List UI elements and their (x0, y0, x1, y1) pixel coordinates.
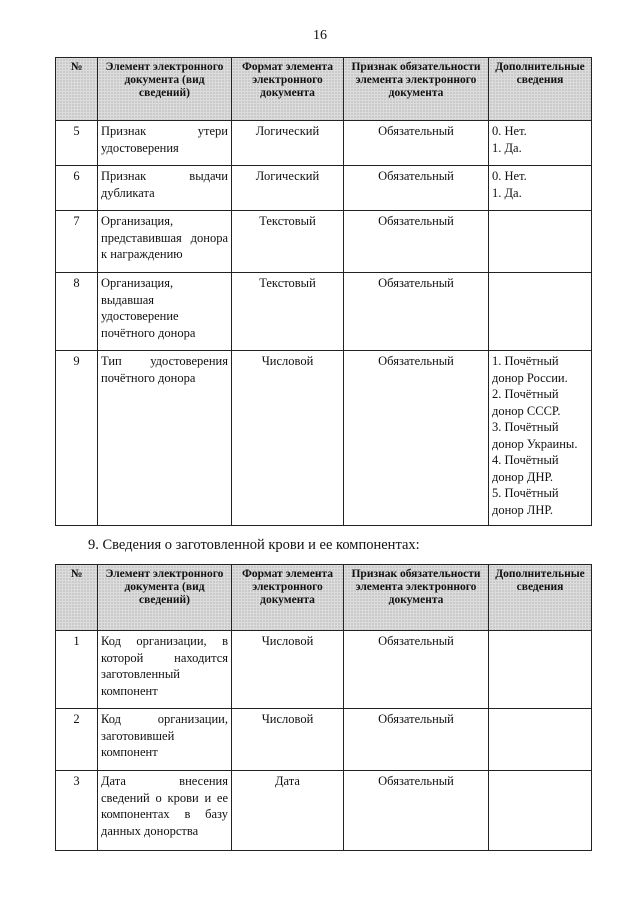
row-format: Числовой (232, 709, 344, 771)
row-num: 9 (56, 351, 98, 526)
row-extra (489, 211, 592, 273)
table-header-row (56, 58, 592, 121)
row-element: Признак выдачи дубликата (98, 166, 232, 211)
table-header-row (56, 565, 592, 631)
table-row (56, 166, 592, 211)
extra-line: 4. Почётный донор ДНР. (492, 453, 559, 484)
extra-line: 1. Да. (492, 140, 522, 155)
row-element: Организация, выдавшая удостоверение почётного донора (98, 273, 232, 351)
extra-line: 1. Да. (492, 185, 522, 200)
header-sign: Признак обязательности элемента электронного документа (344, 58, 489, 121)
row-extra (489, 351, 592, 526)
row-element: Тип удостоверения почётного донора (98, 351, 232, 526)
row-extra (489, 166, 592, 211)
row-element: Организация, представившая донора к награждению (98, 211, 232, 273)
row-num: 3 (56, 771, 98, 851)
table-row (56, 121, 592, 166)
row-format: Логический (232, 121, 344, 166)
row-num: 7 (56, 211, 98, 273)
row-format: Числовой (232, 631, 344, 709)
header-format: Формат элемента электронного документа (232, 565, 344, 631)
page-number: 16 (313, 28, 327, 43)
table-row (56, 273, 592, 351)
extra-line: 5. Почётный донор ЛНР. (492, 486, 559, 517)
row-num: 6 (56, 166, 98, 211)
extra-line: 2. Почётный донор СССР. (492, 387, 561, 418)
row-sign: Обязательный (344, 631, 489, 709)
row-extra (489, 771, 592, 851)
row-sign: Обязательный (344, 273, 489, 351)
row-extra (489, 631, 592, 709)
row-format: Текстовый (232, 273, 344, 351)
table-row (56, 211, 592, 273)
table-row (56, 709, 592, 771)
header-sign: Признак обязательности элемента электронного документа (344, 565, 489, 631)
extra-line: 3. Почётный донор Украины. (492, 420, 578, 451)
extra-line: 1. Почётный донор России. (492, 354, 568, 385)
row-element: Признак утери удостоверения (98, 121, 232, 166)
header-format: Формат элемента электронного документа (232, 58, 344, 121)
table-electronic-document-elements (55, 57, 592, 526)
row-extra (489, 121, 592, 166)
row-extra (489, 273, 592, 351)
row-format: Текстовый (232, 211, 344, 273)
row-num: 1 (56, 631, 98, 709)
header-element: Элемент электронного документа (вид сведений) (98, 58, 232, 121)
row-sign: Обязательный (344, 121, 489, 166)
row-element: Код организации, заготовившей компонент (98, 709, 232, 771)
table-row (56, 631, 592, 709)
row-sign: Обязательный (344, 351, 489, 526)
header-extra: Дополнительные сведения (489, 565, 592, 631)
row-sign: Обязательный (344, 166, 489, 211)
row-format: Логический (232, 166, 344, 211)
header-num: № (56, 58, 98, 121)
row-num: 5 (56, 121, 98, 166)
header-num: № (56, 565, 98, 631)
row-format: Дата (232, 771, 344, 851)
section-heading: 9. Сведения о заготовленной крови и ее компонентах: (88, 537, 420, 553)
table-blood-components (55, 564, 592, 851)
row-sign: Обязательный (344, 771, 489, 851)
table-row (56, 351, 592, 526)
row-extra (489, 709, 592, 771)
header-extra: Дополнительные сведения (489, 58, 592, 121)
row-element: Код организации, в которой находится заготовленный компонент (98, 631, 232, 709)
extra-line: 0. Нет. (492, 124, 527, 138)
header-element: Элемент электронного документа (вид сведений) (98, 565, 232, 631)
row-sign: Обязательный (344, 211, 489, 273)
row-sign: Обязательный (344, 709, 489, 771)
row-num: 2 (56, 709, 98, 771)
row-format: Числовой (232, 351, 344, 526)
row-num: 8 (56, 273, 98, 351)
extra-line: 0. Нет. (492, 169, 527, 183)
table-row (56, 771, 592, 851)
row-element: Дата внесения сведений о крови и ее компонентах в базу данных донорства (98, 771, 232, 851)
